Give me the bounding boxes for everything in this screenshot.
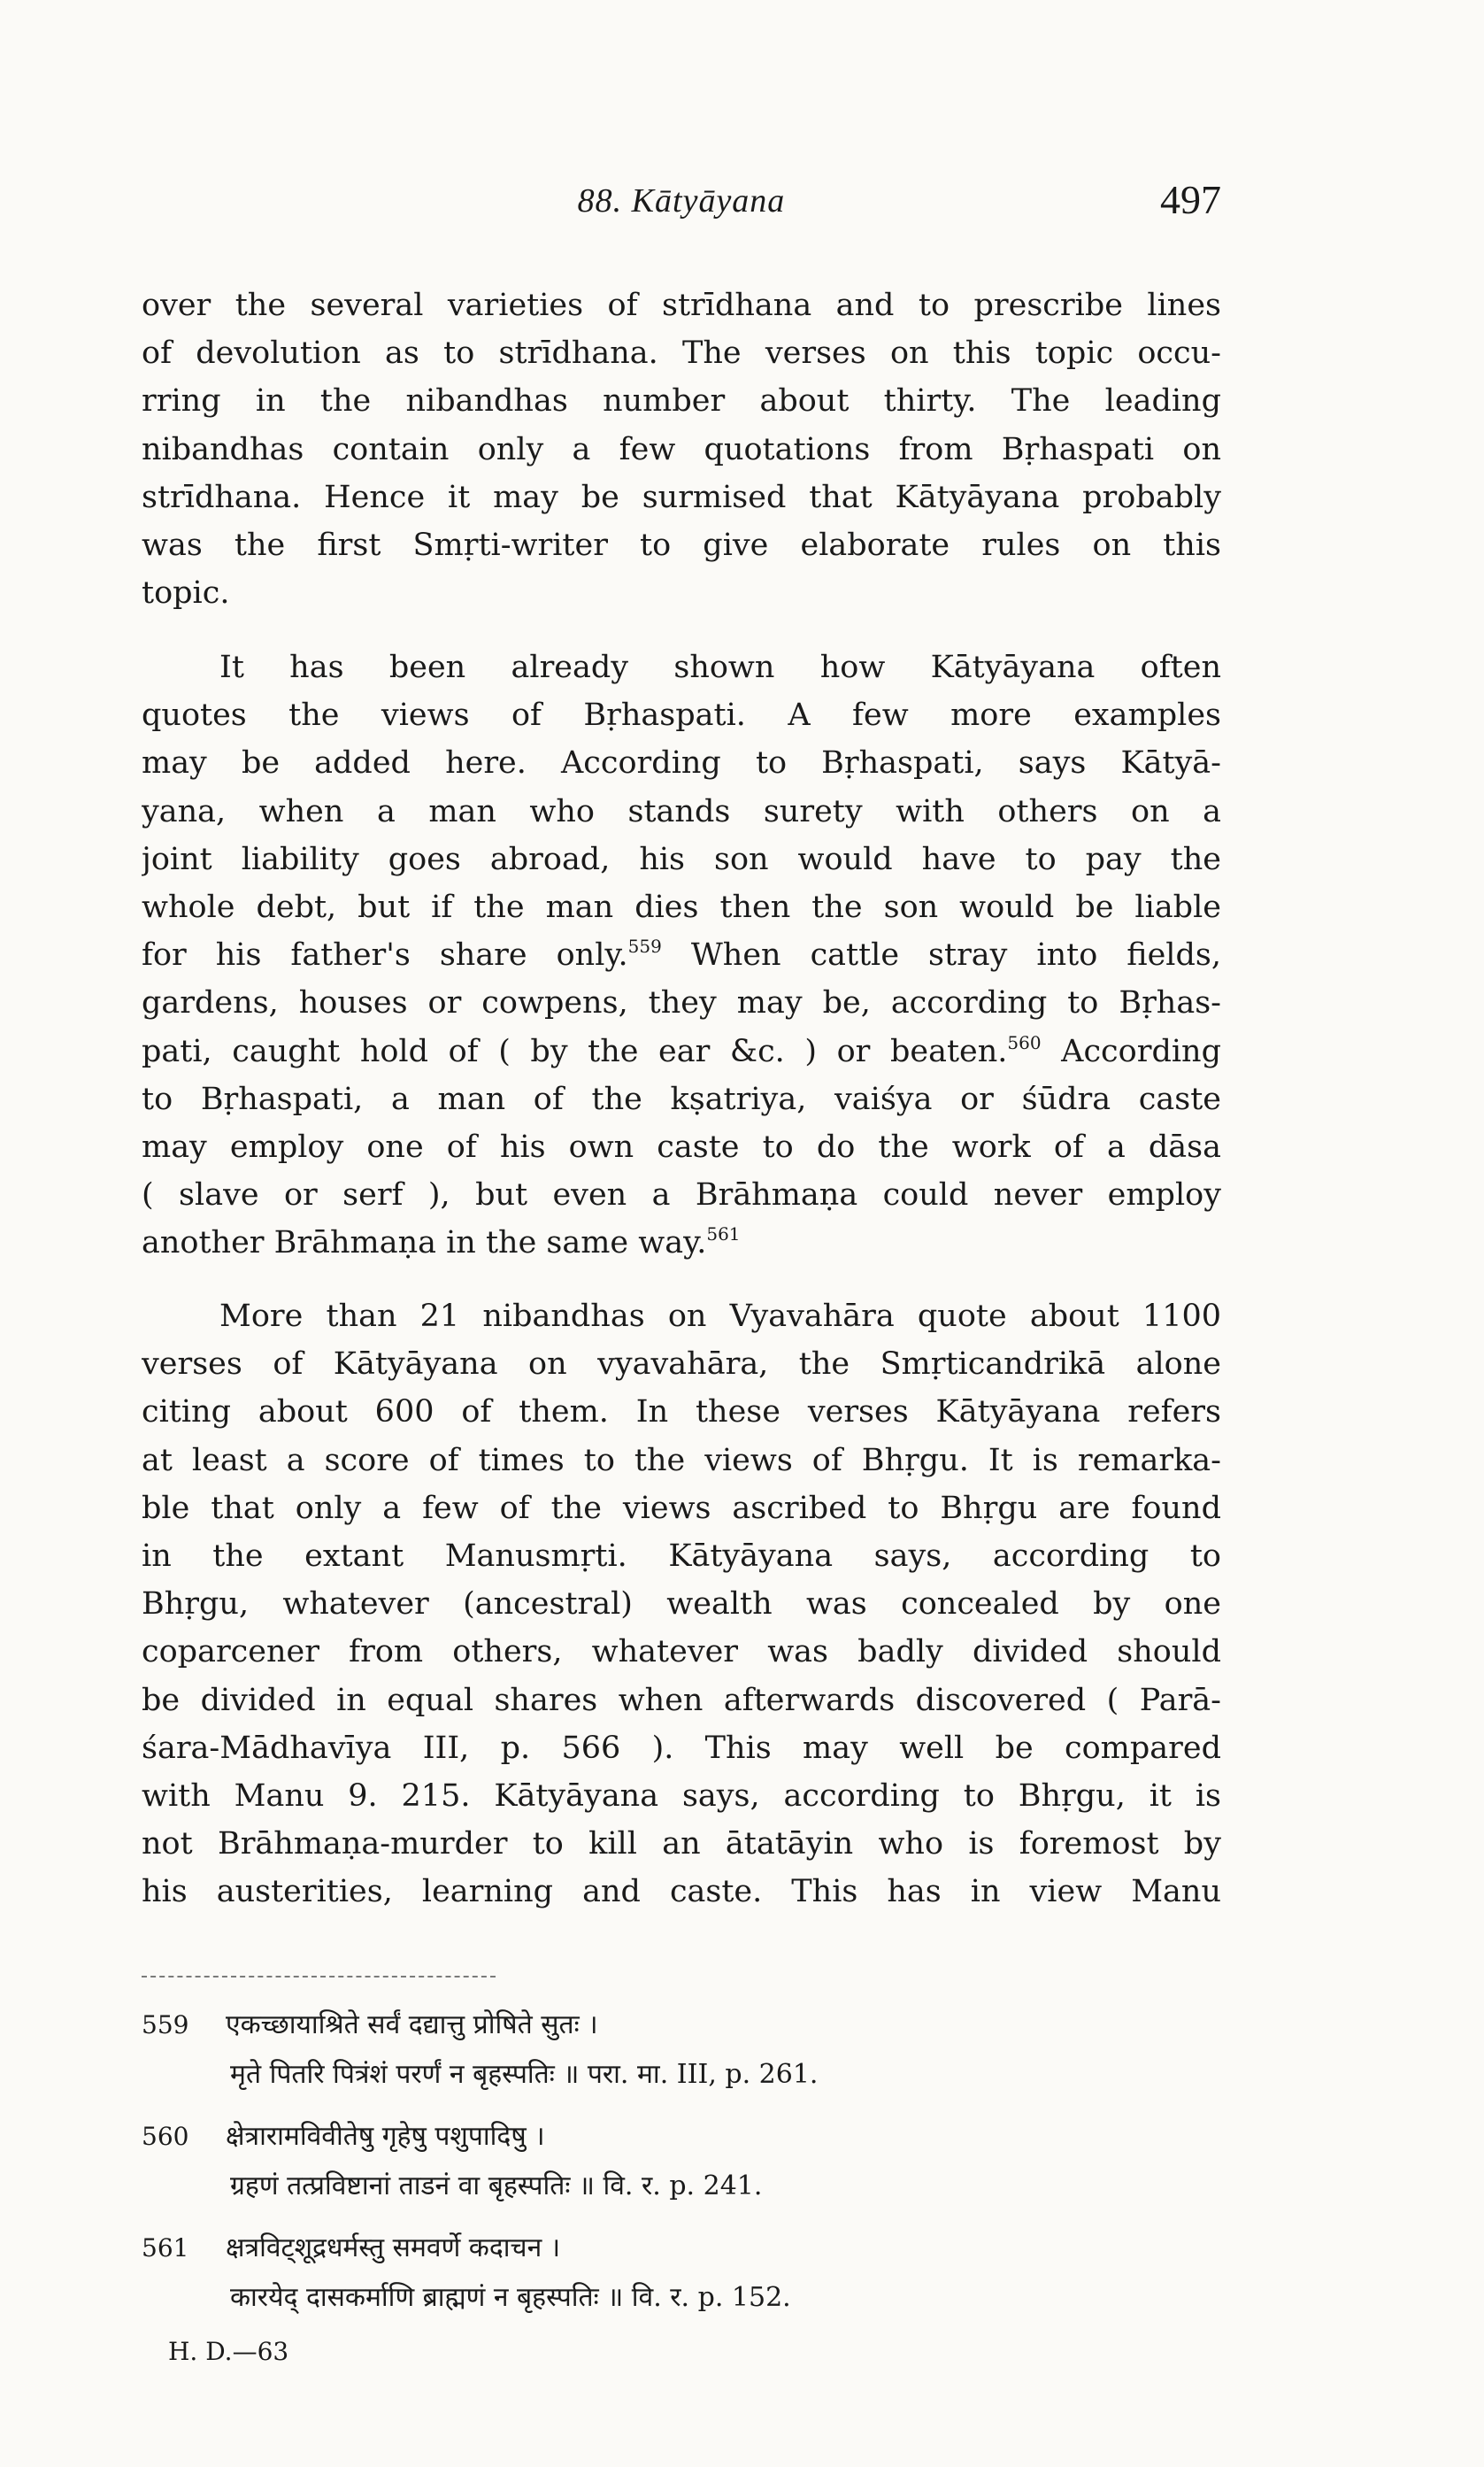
footnote-verse-line: मृते पितरि पित्रंशं परर्णं न बृहस्पतिः ॥ परा. मा. III, p. 261. xyxy=(230,2059,819,2090)
text-line: Bhṛgu, whatever (ancestral) wealth was concealed by one xyxy=(142,1586,1221,1623)
footnote-verse-line: ग्रहणं तत्प्रविष्टानां ताडनं वा बृहस्पतिः ॥ वि. र. p. 241. xyxy=(230,2170,763,2201)
text-line: over the several varieties of strīdhana and to prescribe lines xyxy=(142,288,1221,323)
text-run: According xyxy=(1061,1033,1221,1069)
text-line xyxy=(142,931,1221,979)
text-line: verses of Kātyāyana on vyavahāra, the Smṛticandrikā alone xyxy=(142,1346,1221,1383)
text-run: pati, caught hold of ( by the ear &c. ) or beaten. xyxy=(142,1033,1008,1069)
footnotes xyxy=(142,2001,1221,2335)
text-line: whole debt, but if the man dies then the son would be liable xyxy=(142,889,1221,925)
text-line: topic. xyxy=(142,575,230,612)
text-line xyxy=(142,1219,1221,1267)
page-number: 497 xyxy=(1160,177,1221,222)
text-line: gardens, houses or cowpens, they may be, according to Bṛhas- xyxy=(142,985,1221,1021)
footnote-number: 559 xyxy=(142,2010,189,2039)
text-line: to Bṛhaspati, a man of the kṣatriya, vaiśya or śūdra caste xyxy=(142,1081,1221,1117)
text-line: with Manu 9. 215. Kātyāyana says, according to Bhṛgu, it is xyxy=(142,1777,1221,1814)
text-line xyxy=(142,1028,1221,1075)
text-line: More than 21 nibandhas on Vyavahāra quote about 1100 xyxy=(219,1299,1221,1334)
text-line: It has been already shown how Kātyāyana often xyxy=(219,650,1221,685)
footnote-verse-line: क्षेत्रारामविवीतेषु गृहेषु पशुपादिषु । xyxy=(226,2121,545,2152)
text-line: joint liability goes abroad, his son would have to pay the xyxy=(142,841,1221,877)
footnote-560 xyxy=(142,2112,1221,2224)
text-line: yana, when a man who stands surety with others on a xyxy=(142,793,1221,829)
text-line: was the first Smṛti-writer to give elaborate rules on this xyxy=(142,527,1221,563)
footnote-561 xyxy=(142,2224,1221,2335)
text-line: coparcener from others, whatever was badly divided should xyxy=(142,1634,1221,1670)
text-line: śara-Mādhavīya III, p. 566 ). This may well be compared xyxy=(142,1730,1221,1766)
text-line: quotes the views of Bṛhaspati. A few more examples xyxy=(142,698,1221,734)
text-run: another Brāhmaṇa in the same way. xyxy=(142,1225,707,1261)
text-line: at least a score of times to the views of Bhṛgu. It is remarka- xyxy=(142,1442,1221,1478)
text-line: rring in the nibandhas number about thirty. The leading xyxy=(142,383,1221,420)
footnote-number: 561 xyxy=(142,2233,189,2263)
text-line: ble that only a few of the views ascribed to Bhṛgu are found xyxy=(142,1490,1221,1526)
text-line: in the extant Manusmṛti. Kātyāyana says, according to xyxy=(142,1538,1221,1574)
footnote-559 xyxy=(142,2001,1221,2112)
footnote-rule xyxy=(142,1976,496,1977)
paragraph-2 xyxy=(142,644,1221,1267)
signature-mark: H. D.—63 xyxy=(168,2337,289,2366)
text-run: for his father's share only. xyxy=(142,937,628,974)
paragraph-3 xyxy=(142,1292,1221,1916)
text-run: When cattle stray into fields, xyxy=(690,937,1221,974)
text-line: not Brāhmaṇa-murder to kill an ātatāyin who is foremost by xyxy=(142,1826,1221,1862)
footnote-ref[interactable]: 559 xyxy=(627,936,662,958)
text-line: may be added here. According to Bṛhaspati, says Kātyā- xyxy=(142,745,1221,782)
text-line: be divided in equal shares when afterwards discovered ( Parā- xyxy=(142,1682,1221,1718)
chapter-title: 88. Kātyāyana xyxy=(577,182,786,220)
text-line: his austerities, learning and caste. This has in view Manu xyxy=(142,1874,1221,1910)
footnote-ref[interactable]: 560 xyxy=(1007,1031,1042,1053)
footnote-verse-line: कारयेद् दासकर्माणि ब्राह्मणं न बृहस्पतिः ॥ वि. र. p. 152. xyxy=(230,2282,791,2313)
text-line: strīdhana. Hence it may be surmised that Kātyāyana probably xyxy=(142,479,1221,515)
text-line: ( slave or serf ), but even a Brāhmaṇa could never employ xyxy=(142,1177,1221,1214)
text-line: citing about 600 of them. In these verses Kātyāyana refers xyxy=(142,1394,1221,1430)
footnote-verse-line: एकच्छायाश्रिते सर्वं दद्यात्तु प्रोषिते सुतः । xyxy=(226,2009,598,2040)
running-head xyxy=(142,177,1221,235)
text-line: of devolution as to strīdhana. The verses on this topic occu- xyxy=(142,335,1221,372)
text-line: may employ one of his own caste to do the work of a dāsa xyxy=(142,1129,1221,1165)
text-line: nibandhas contain only a few quotations from Bṛhaspati on xyxy=(142,431,1221,467)
footnote-number: 560 xyxy=(142,2122,189,2151)
paragraph-1 xyxy=(142,281,1221,617)
footnote-verse-line: क्षत्रविट्शूद्रधर्मस्तु समवर्णे कदाचन । xyxy=(226,2232,561,2263)
footnote-ref[interactable]: 561 xyxy=(706,1223,741,1245)
